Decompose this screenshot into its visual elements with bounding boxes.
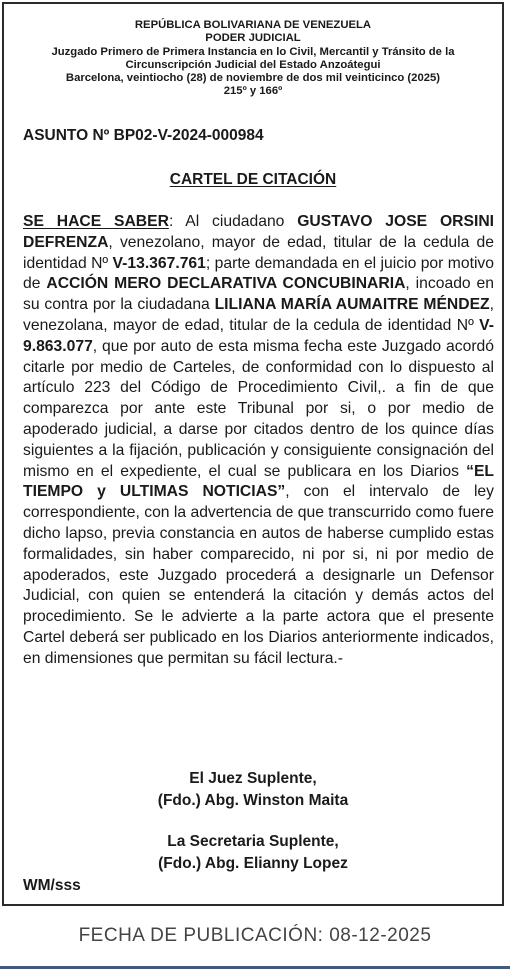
header-line-court: Juzgado Primero de Primera Instancia en lo Civil, Mercantil y Tránsito de la — [51, 45, 455, 58]
body-text-1: : Al ciudadano — [168, 213, 298, 230]
case-number: ASUNTO Nº BP02-V-2024-000984 — [23, 127, 264, 144]
defendant-name: GUSTAVO JOSE ORSINI DEFRENZA — [23, 213, 495, 251]
judge-role: El Juez Suplente, — [189, 770, 317, 787]
action-type: ACCIÓN MERO DECLARATIVA CONCUBINARIA — [46, 275, 406, 293]
judge-signature — [4, 768, 502, 812]
header-line-date: Barcelona, veintiocho (28) de noviembre de dos mil veinticinco (2025) — [65, 72, 441, 85]
header-line-judicial-power: PODER JUDICIAL — [205, 32, 301, 45]
plaintiff-name: LILIANA MARÍA AUMAITRE MÉNDEZ — [214, 296, 490, 314]
secretary-signature — [4, 831, 502, 875]
body-text-4: , incoado en su contra por la ciudadana — [23, 275, 494, 314]
header-line-years: 215º y 166º — [223, 85, 283, 98]
initials: WM/sss — [23, 877, 81, 894]
court-header — [4, 19, 502, 99]
body-text-2: , venezolano, mayor de edad, titular de la cedula de identidad Nº — [23, 233, 494, 272]
judge-name: (Fdo.) Abg. Winston Maita — [157, 792, 349, 809]
publication-date: FECHA DE PUBLICACIÓN: 08-12-2025 — [78, 925, 432, 946]
body-text-5: , venezolana, mayor de edad, titular de la cedula de identidad Nº — [23, 296, 494, 334]
body-text-3: ; parte demandada en el juicio por motivo de — [23, 254, 494, 293]
defendant-id: V-13.367.761 — [112, 254, 206, 272]
body-lead: SE HACE SABER — [23, 213, 169, 230]
secretary-name: (Fdo.) Abg. Elianny Lopez — [158, 855, 348, 872]
document-title: CARTEL DE CITACIÓN — [169, 171, 337, 188]
body-text-7: , con el intervalo de ley correspondiente, con la advertencia de que transcurrido como fuere dicho lapso, previa constancia en autos de haberse cumplido estas formalidades, sin haber comparecido, ni por si, ni por medio de apoderados, este Juzgado procederá a designarle un Defensor Judicial, con quien se entenderá la citación y demás actos del procedimiento. Se le advierte a la parte actora que el presente Cartel deberá ser publicado en los Diarios anteriormente indicados, en dimensiones que permitan su fácil lectura.- — [23, 483, 494, 667]
header-line-circumscription: Circunscripción Judicial del Estado Anzoátegui — [125, 58, 381, 71]
body-text-6: , que por auto de esta misma fecha este Juzgado acordó citarle por medio de Carteles, de conformidad con lo dispuesto al artículo 223 del Código de Procedimiento Civil,. a fin de que comparezca por ante este Tribunal por si, o por medio de apoderado judicial, a darse por citados dentro de los quince días siguientes a la fijación, publicación y consiguiente consignación del mismo en el expediente, el cual se publicara en los Diarios — [23, 337, 494, 480]
secretary-role: La Secretaria Suplente, — [167, 833, 339, 850]
header-line-republic: REPÚBLICA BOLIVARIANA DE VENEZUELA — [134, 19, 372, 31]
newspapers: “EL TIEMPO y ULTIMAS NOTICIAS” — [23, 462, 494, 501]
notice-frame — [2, 2, 504, 906]
plaintiff-id: V-9.863.077 — [23, 316, 494, 355]
notice-body — [23, 212, 494, 670]
